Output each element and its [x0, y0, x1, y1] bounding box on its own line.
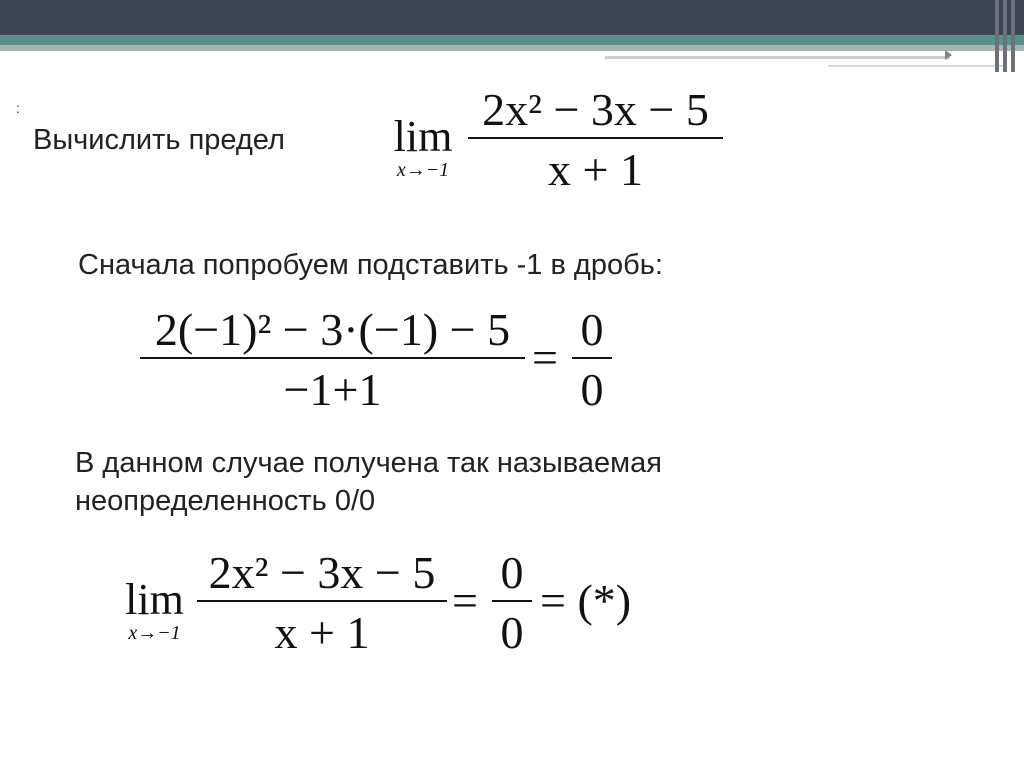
lim-subscript: x→−1 — [396, 159, 450, 181]
limit-expression-1 — [378, 85, 728, 205]
fraction-numerator: 0 — [580, 304, 604, 355]
substitution-expression — [140, 305, 620, 420]
indeterminate-text-line2: неопределенность 0/0 — [75, 485, 376, 517]
header-band-grey — [0, 45, 1024, 51]
header-band-dark — [0, 0, 1024, 35]
fraction-numerator: 2x² − 3x − 5 — [208, 547, 436, 598]
header-line — [828, 65, 1003, 67]
fraction-numerator: 0 — [500, 547, 524, 598]
header-stripe — [995, 0, 999, 72]
limit-expression-2 — [112, 548, 652, 663]
substitution-text: Сначала попробуем подставить -1 в дробь: — [78, 249, 663, 281]
fraction-bar — [197, 600, 447, 602]
indeterminate-text-line1: В данном случае получена так называемая — [75, 447, 662, 479]
stray-colon: : — [16, 100, 20, 116]
header-band-teal — [0, 35, 1024, 45]
fraction-bar — [140, 357, 525, 359]
header-stripe — [1011, 0, 1015, 72]
header-stripe — [1003, 0, 1007, 72]
lim-word: lim — [393, 112, 453, 161]
fraction-denominator: 0 — [500, 607, 524, 658]
fraction-numerator: 2(−1)² − 3·(−1) − 5 — [154, 304, 511, 355]
lim-word: lim — [125, 575, 184, 624]
header-line — [605, 56, 950, 59]
equals-sign: = — [532, 332, 558, 383]
equals-sign: = — [452, 575, 478, 626]
fraction-numerator: 2x² − 3x − 5 — [482, 84, 709, 135]
lim-subscript: x→−1 — [128, 622, 181, 644]
result-star: = (*) — [540, 575, 632, 626]
triangle-arrow-icon — [945, 50, 952, 60]
fraction-bar — [492, 600, 532, 602]
fraction-denominator: x + 1 — [548, 144, 643, 195]
fraction-bar — [468, 137, 723, 139]
task-label: Вычислить предел — [33, 124, 285, 156]
fraction-denominator: x + 1 — [274, 607, 370, 658]
fraction-denominator: 0 — [580, 364, 604, 415]
fraction-denominator: −1+1 — [283, 364, 382, 415]
fraction-bar — [572, 357, 612, 359]
